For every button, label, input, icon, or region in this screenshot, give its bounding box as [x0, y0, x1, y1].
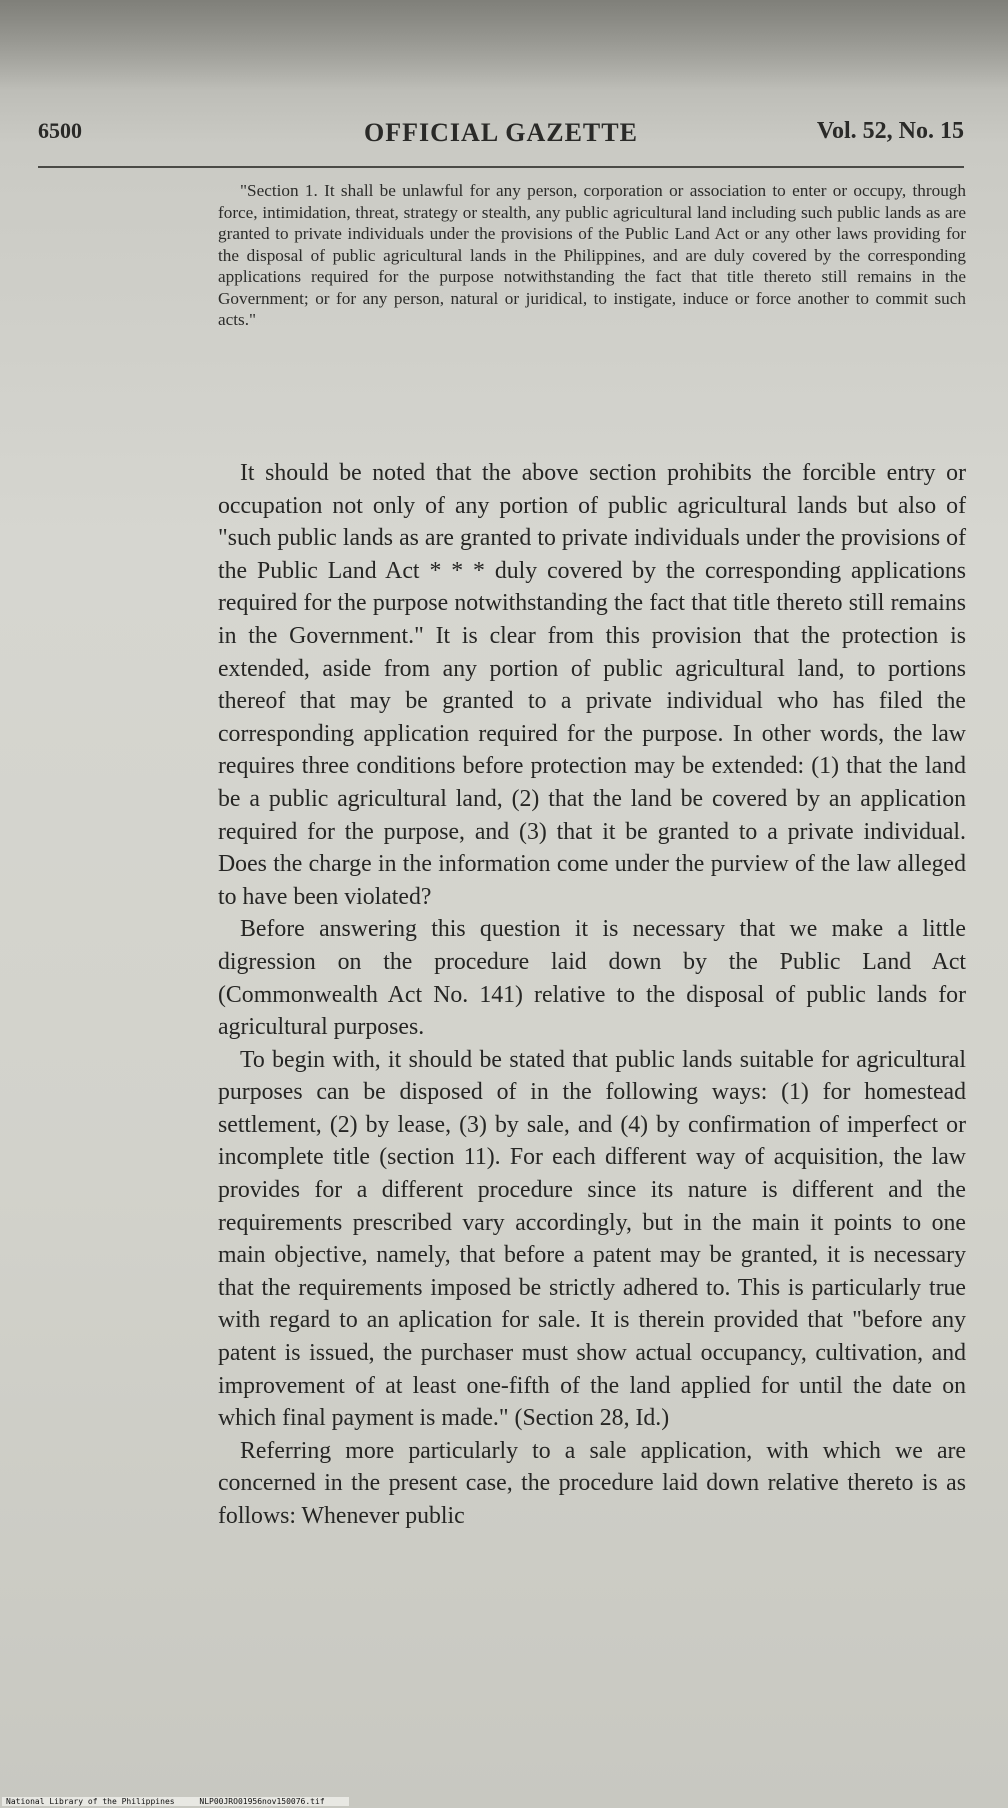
quoted-section [218, 180, 966, 331]
paragraph-2: Before answering this question it is necessary that we make a little digression on the procedure laid down by the Public Land Act (Commonwealth Act No. 141) relative to the disposal of public lands for agricultural purposes. [218, 916, 966, 1041]
page-title: OFFICIAL GAZETTE [364, 118, 638, 147]
file-name: NLP00JRO01956nov150076.tif [199, 1797, 325, 1806]
library-name: National Library of the Philippines [6, 1797, 175, 1806]
quote-text: "Section 1. It shall be unlawful for any person, corporation or association to enter or occupy, through force, intimidation, threat, strategy or stealth, any public agricultural land including such public lands as are granted to private individuals under the provisions of the Public Land Act or any other laws providing for the disposal of public agricultural lands in the Philippines, and are duly covered by the corresponding applications required for the purpose notwithstanding the fact that title thereto still remains in the Government; or for any person, natural or juridical, to instigate, induce or force another to commit such acts." [218, 181, 966, 329]
scan-shadow [0, 0, 1008, 90]
volume-issue: Vol. 52, No. 15 [816, 118, 964, 144]
scan-footer [2, 1797, 349, 1806]
paragraph-4: Referring more particularly to a sale application, with which we are concerned in the present case, the procedure laid down relative thereto is as follows: Whenever public [218, 1437, 966, 1529]
page-header [38, 118, 964, 154]
paragraph-1: It should be noted that the above section prohibits the forcible entry or occupation not only of any portion of public agricultural lands but also of "such public lands as are granted to private individuals under the provisions of the Public Land Act * * * duly covered by the corresponding applications required for the purpose notwithstanding the fact that title thereto still remains in the Government." It is clear from this provision that the protection is extended, aside from any portion of public agricultural land, to portions thereof that may be granted to a private individual who has filed the corresponding application required for the purpose. In other words, the law requires three conditions before protection may be extended: (1) that the land be a public agricultural land, (2) that the land be covered by an application required for the purpose, and (3) that it be granted to a private individual. Does the charge in the information come under the purview of the law alleged to have been violated? [218, 460, 966, 910]
header-rule [38, 166, 964, 168]
paragraph-3: To begin with, it should be stated that public lands suitable for agricultural purposes can be disposed of in the following ways: (1) for homestead settlement, (2) by lease, (3) by sale, and (4) by confirmation of imperfect or incomplete title (section 11). For each different way of acquisition, the law provides for a different procedure since its nature is different and the requirements prescribed vary accordingly, but in the main it points to one main objective, namely, that before a patent may be granted, it is necessary that the requirements imposed be strictly adhered to. This is particularly true with regard to an aplication for sale. It is therein provided that "before any patent is issued, the purchaser must show actual occupancy, cultivation, and improvement of at least one-fifth of the land applied for until the date on which final payment is made." (Section 28, Id.) [218, 1046, 966, 1432]
page-number: 6500 [38, 118, 82, 143]
body-text [218, 457, 966, 1533]
